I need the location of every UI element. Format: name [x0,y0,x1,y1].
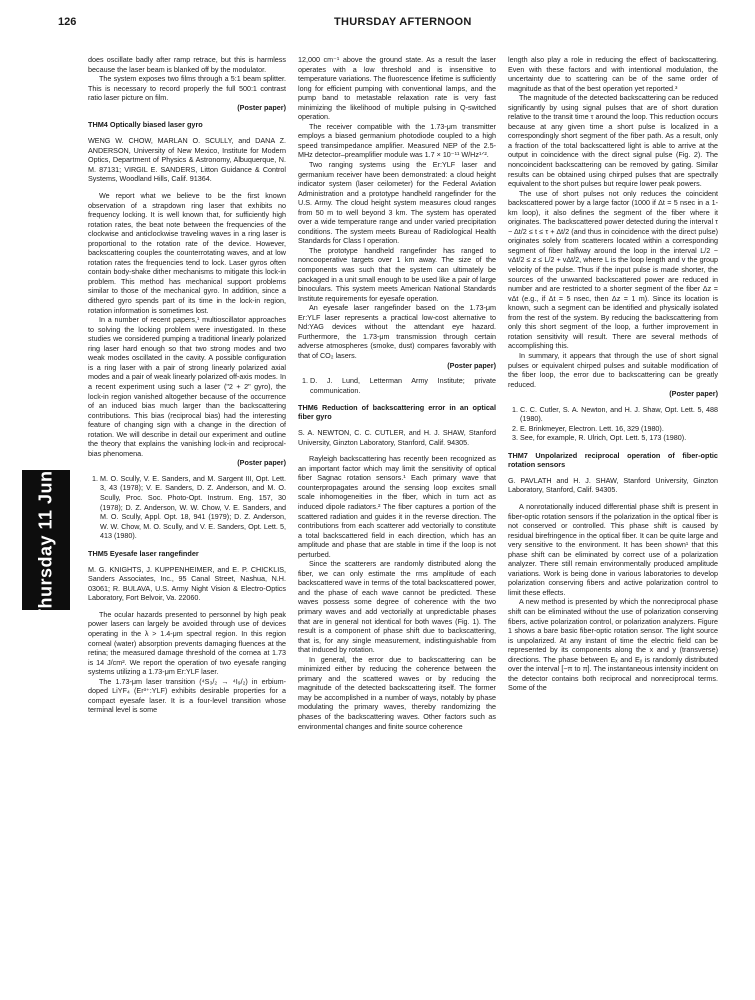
paragraph: The magnitude of the detected backscattering can be reduced significantly by using signal pulses that are of short duration relative to the transit time τ around the loop. This reduction occurs because at any given time a short pulse is localized in a correspondingly short segment of the fiber path. As a result, only a fraction of the total backscattered light is able to arrive at the output in coincidence with the direct signal pulse (Fig. 2). The noncoincident backscattering can be removed by gating. Similar results can be obtained using chirped pulses that are spectrally equivalent to the short pulses but require lower peak powers. [508,93,718,189]
poster-paper-tag: (Poster paper) [669,389,718,399]
side-tab-label: Thursday 11 June [35,459,56,621]
paragraph: In a number of recent papers,¹ multioscillator approaches to solving the locking problem were investigated. In these studies we considered pumping a traditional linearly polarized ring laser hard enough so that two strong modes and two weak modes oscillated in the cavity. A possible configuration is a ring laser with a pair of strong linearly polarized axial modes and a pair of weak linearly polarized off-axis modes. In a recent experiment using such a laser ("2 + 2" gyro), the lock-in region vanished altogether because of the occurrence of an induced bias much larger than the backscattering contributions. This bias (reciprocal bias) had the interesting feature of changing sign with a change in the direction of rotation. We will describe in detail our experiment and outline the theory that explains the vanishing lock-in and reciprocal-bias phenomena. [88,315,286,458]
paragraph: An eyesafe laser rangefinder based on the 1.73-μm Er:YLF laser represents a practical low-cost alternative to Nd:YAG devices without the attendant eye hazard. Furthermore, the 1.73-μm transmission through certain adverse atmospheres (smoke, dust) compares favorably with that of CO₂ lasers. [298,303,496,360]
column-1 [88,55,286,715]
page-number: 126 [58,16,77,28]
running-title: THURSDAY AFTERNOON [334,16,472,28]
paragraph: The use of short pulses not only reduces the coincident backscattered power by a large factor (1000 if Δt = 5 nsec in a 1-km loop), it also defines the segment of the fiber where it originates. The backscattered power detected during the interval τ − Δt/2 ≤ t ≤ τ + Δt/2 (and thus in coincidence with the direct pulse) originates solely from scatterers located within a corresponding segment of fiber halfway around the loop in the interval L/2 − vΔt/2 ≤ z ≤ L/2 + vΔt/2, where L is the loop length and v the group velocity of the pulse. Thus if the input pulse is made shorter, the sources of the unwanted backscattered power are reduced in number and are restricted to a shorter segment of the fiber Δz = vΔt (e.g., if Δt = 5 nsec, then Δz = 1 m). Since its location is known, such a segment can be identified and physically isolated from the rest of the system. By reducing the backscattering from only this short segment of the loop, a further improvement in rotation sensitivity will result. There are several methods of accomplishing this. [508,188,718,351]
abstract-title: THM6 Reduction of backscattering error in an optical fiber gyro [298,403,496,422]
paragraph: In summary, it appears that through the use of short signal pulses or equivalent chirped pulses and suitable modification of the fiber loop, the error due to backscattering can be greatly reduced. [508,350,718,389]
reference-list [508,405,718,443]
reference-list [298,376,496,395]
paragraph: does oscillate badly after ramp retrace, but this is harmless because the laser beam is blanked off by the modulator. [88,55,286,74]
running-header [58,16,725,34]
paragraph: In general, the error due to backscattering can be minimized either by reducing the coherence between the primary and the scattered waves or by reducing the magnitude of the detected backscattering itself. The former may be accomplished in a number of ways, notably by phase modulating the primary waves, thereby randomizing the phases of the backscattering waves. Other factors such as environmental changes and finite source coherence [298,654,496,731]
abstract-authors: G. PAVLATH and H. J. SHAW, Stanford University, Ginzton Laboratory, Stanford, Calif. 94305. [508,475,718,495]
abstract-authors: M. G. KNIGHTS, J. KUPPENHEIMER, and E. P. CHICKLIS, Sanders Associates, Inc., 95 Canal Street, Nashua, N.H. 03061; R. BULAVA, U.S. Army Night Vision & Electro-Optics Laboratory, Fort Belvoir, Va. 22060. [88,564,286,603]
paragraph: The 1.73-μm laser transition (⁴S₃/₂ → ⁴I₉/₂) in erbium-doped LiYF₄ (Er³⁺:YLF) exhibits desirable properties for a compact eyesafe laser. It is a four-level transition whose terminal level is some [88,676,286,715]
abstract-authors: S. A. NEWTON, C. C. CUTLER, and H. J. SHAW, Stanford University, Ginzton Laboratory, Stanford, Calif. 94305. [298,428,496,447]
column-3 [508,55,718,693]
paragraph: Two ranging systems using the Er:YLF laser and germanium receiver have been demonstrated: a cloud height indicator system (laser ceilometer) for the Federal Aviation Administration and a prototype handheld rangefinder for the U.S. Army. The cloud height system measures cloud ranges from 50 m to well beyond 3 km. The system has operated over a wide temperature range and under varied precipitation conditions. The system meets Bureau of Radiological Health Standards for Class I operation. [298,160,496,246]
poster-paper-tag: (Poster paper) [447,360,496,370]
reference-item: 3. See, for example, R. Ulrich, Opt. Lett. 5, 173 (1980). [520,433,718,443]
paragraph: 12,000 cm⁻¹ above the ground state. As a result the laser operates with a low threshold and is insensitive to temperature variations. The fluorescence lifetime is sufficiently long for efficient pumping with conventional lamps, and the pump band to metastable relaxation rate is very fast minimizing the likelihood of multiple pulsing in Q-switched operation. [298,55,496,122]
reference-item: 1. M. O. Scully, V. E. Sanders, and M. Sargent III, Opt. Lett. 3, 43 (1978); V. E. Sanders, D. Z. Anderson, and M. O. Scully, Proc. Soc. Photo-Opt. Instrum. Eng. 157, 30 (1978); D. Z. Anderson, W. W. Chow, V. E. Sanders, and M. O. Scully, Appl. Opt. 18, 941 (1979); D. Z. Anderson, W. W. Chow, M. O. Scully, and V. E. Sanders, Opt. Lett. 5, 413 (1980). [100,474,286,541]
abstract-authors: WENG W. CHOW, MARLAN O. SCULLY, and DANA Z. ANDERSON, University of New Mexico, Institute for Modern Optics, Department of Physics & Astronomy, Albuquerque, N. M. 87131; VIRGIL E. SANDERS, Litton Guidance & Control Systems, Woodland Hills, Calif. 91364. [88,136,286,184]
paragraph: Rayleigh backscattering has recently been recognized as an important factor which may limit the sensitivity of optical fiber Sagnac rotation sensors.¹ Each primary wave that counterpropagates around the sensing loop excites small scale inhomogeneities in the fiber, which in turn act as induced dipole radiators.² The fiber captures a portion of the scattered radiation and guides it in the reverse direction. The contributions from each scatterer add vectorially to constitute a total backscattered field in each direction, which has an amplitude and phase that are stable in time if the loop is not perturbed. [298,454,496,559]
poster-paper-tag: (Poster paper) [237,102,286,112]
reference-list [88,474,286,541]
paragraph: length also play a role in reducing the effect of backscattering. Even with these factors and with intentional modulation, the uncertainty due to scattering can be of the same order of magnitude as that of the best operation yet reported.³ [508,55,718,93]
paragraph: The prototype handheld rangefinder has ranged to noncooperative targets over 1 km away. The size of the components was such that the system can ultimately be packaged in a unit small enough to be used like a pair of large binoculars. This system meets American National Standards Institute requirements for eyesafe operation. [298,245,496,303]
poster-paper-tag: (Poster paper) [237,458,286,468]
reference-item: 2. E. Brinkmeyer, Electron. Lett. 16, 329 (1980). [520,424,718,434]
abstract-title: THM5 Eyesafe laser rangefinder [88,548,199,558]
reference-item: 1. D. J. Lund, Letterman Army Institute; private communication. [310,376,496,395]
paragraph: The receiver compatible with the 1.73-μm transmitter employs a biased germanium photodiode coupled to a high speed transimpedance amplifier. Measured NEP of the 2.5-MHz detector–preamplifier module was 1.7 × 10⁻¹¹ W/Hz¹ᐟ². [298,121,496,160]
abstract-title: THM4 Optically biased laser gyro [88,120,203,130]
paragraph: A new method is presented by which the nonreciprocal phase shift can be eliminated without the use of polarization conserving fibers, active polarization control, or polarization analyzers. Figure 1 shows a bare basic fiber-optic rotation sensor. The light source is unpolarized. At any instant of time the electric field can be represented by its components along the x and y (transverse) directions. The phase between Eₓ and Eᵧ is randomly distributed over the interval [−π to π]. The instantaneous intensity incident on the detector contains both reciprocal and nonreciprocal terms. Some of the [508,597,718,693]
abstract-title: THM7 Unpolarized reciprocal operation of fiber-optic rotation sensors [508,450,718,469]
side-tab [22,459,70,621]
paragraph: Since the scatterers are randomly distributed along the fiber, we can only estimate the rms amplitude of each backscattered wave in terms of the total backscattered power, and the phase of each wave cannot be predicted. These waves possess some degree of coherence with the two primary waves and add vectorially at unpredictable phases that are in general not identical for both waves (Fig. 1). The result is a component of phase shift due to backscattering, that is, for any single measurement, indistinguishable from that induced by rotation. [298,559,496,655]
paragraph: The system exposes two films through a 5:1 beam splitter. This is necessary to record properly the full 500:1 contrast ratio laser picture on film. [88,74,286,103]
paragraph: The ocular hazards presented to personnel by high peak power lasers can largely be avoided through use of devices operating in the λ > 1.4-μm spectral region. In this region corneal (water) absorption prevents damaging fluences at the retina; the measured damage threshold of the cornea at 1.73 is 14 J/cm². We report the operation of two eyesafe ranging systems utilizing a 1.73-μm Er:YLF laser. [88,609,286,677]
paragraph: We report what we believe to be the first known observation of a strapdown ring laser that exhibits no frequency locking. It is well known that, for sufficiently high rotation rates, the beat note between the frequencies of the clockwise and anticlockwise traveling waves in a ring laser is proportional to the rotation rate of the device. However, backscattering couples the counterrotating waves, and at low rotation rates the frequencies tend to lock. Laser gyros often contain body-shake dither mechanisms to mitigate this lock-in problem. This method has mechanical support problems similar to those of the mechanical gyro. In addition, since a dithered gyro spends part of its time in the lock-in region, rotation information is sometimes lost. [88,191,286,315]
column-2 [298,55,496,731]
paragraph: A nonrotationally induced differential phase shift is present in fiber-optic rotation sensors if the polarization in the optical fiber is not conserved or controlled. This phase shift is caused by residual birefringence in the optical fiber. It can be quite large and very sensitive to the environment. It has been shown¹ that this phase shift can be eliminated by correct use of a polarization analyzer. There still remain environmentally produced amplitude variations. Work is being done in various laboratories to develop polarization conserving fibers and active polarization control to limit these effects. [508,501,718,597]
reference-item: 1. C. C. Cutler, S. A. Newton, and H. J. Shaw, Opt. Lett. 5, 488 (1980). [520,405,718,424]
